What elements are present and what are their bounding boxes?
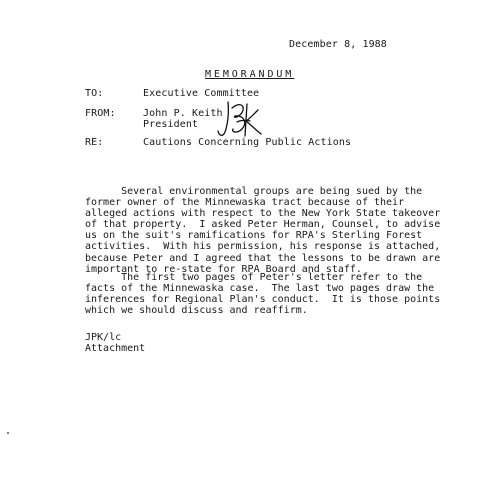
to-label: TO:: [85, 88, 104, 99]
body-line: activities. With his permission, his response is attached,: [85, 241, 441, 253]
body-line: inferences for Regional Plan's conduct. It is those points: [85, 294, 441, 306]
body-paragraph-1: [85, 186, 441, 275]
body-line: of that property. I asked Peter Herman, Counsel, to advise: [85, 219, 441, 231]
scan-speck: [7, 432, 9, 434]
closing-initials: JPK/lc: [85, 332, 122, 343]
from-label: FROM:: [85, 108, 116, 119]
body-line: which we should discuss and reaffirm.: [85, 305, 308, 317]
from-name: John P. Keith: [143, 108, 223, 119]
body-line: because Peter and I agreed that the lessons to be drawn are: [85, 252, 441, 264]
closing-block: [85, 332, 145, 354]
body-line: important to re-state for RPA Board and staff.: [85, 263, 362, 275]
body-line: us on the suit's ramifications for RPA's Sterling Forest: [85, 230, 423, 242]
re-value: Cautions Concerning Public Actions: [143, 137, 352, 148]
to-value: Executive Committee: [143, 88, 260, 99]
re-label: RE:: [85, 137, 104, 148]
body-line: former owner of the Minnewaska tract because of their: [85, 197, 405, 209]
body-line: alleged actions with respect to the New York State takeover: [85, 208, 441, 220]
memo-date: December 8, 1988: [289, 39, 387, 50]
body-paragraph-2: [85, 272, 441, 317]
from-title: President: [143, 119, 199, 130]
body-line: Several environmental groups are being sued by the: [85, 186, 423, 197]
body-line: facts of the Minnewaska case. The last two pages draw the: [85, 283, 435, 295]
handwritten-signature: [214, 96, 264, 146]
memo-title: MEMORANDUM: [205, 69, 295, 80]
body-line: The first two pages of Peter's letter refer to the: [85, 272, 423, 283]
closing-attachment: Attachment: [85, 343, 146, 354]
